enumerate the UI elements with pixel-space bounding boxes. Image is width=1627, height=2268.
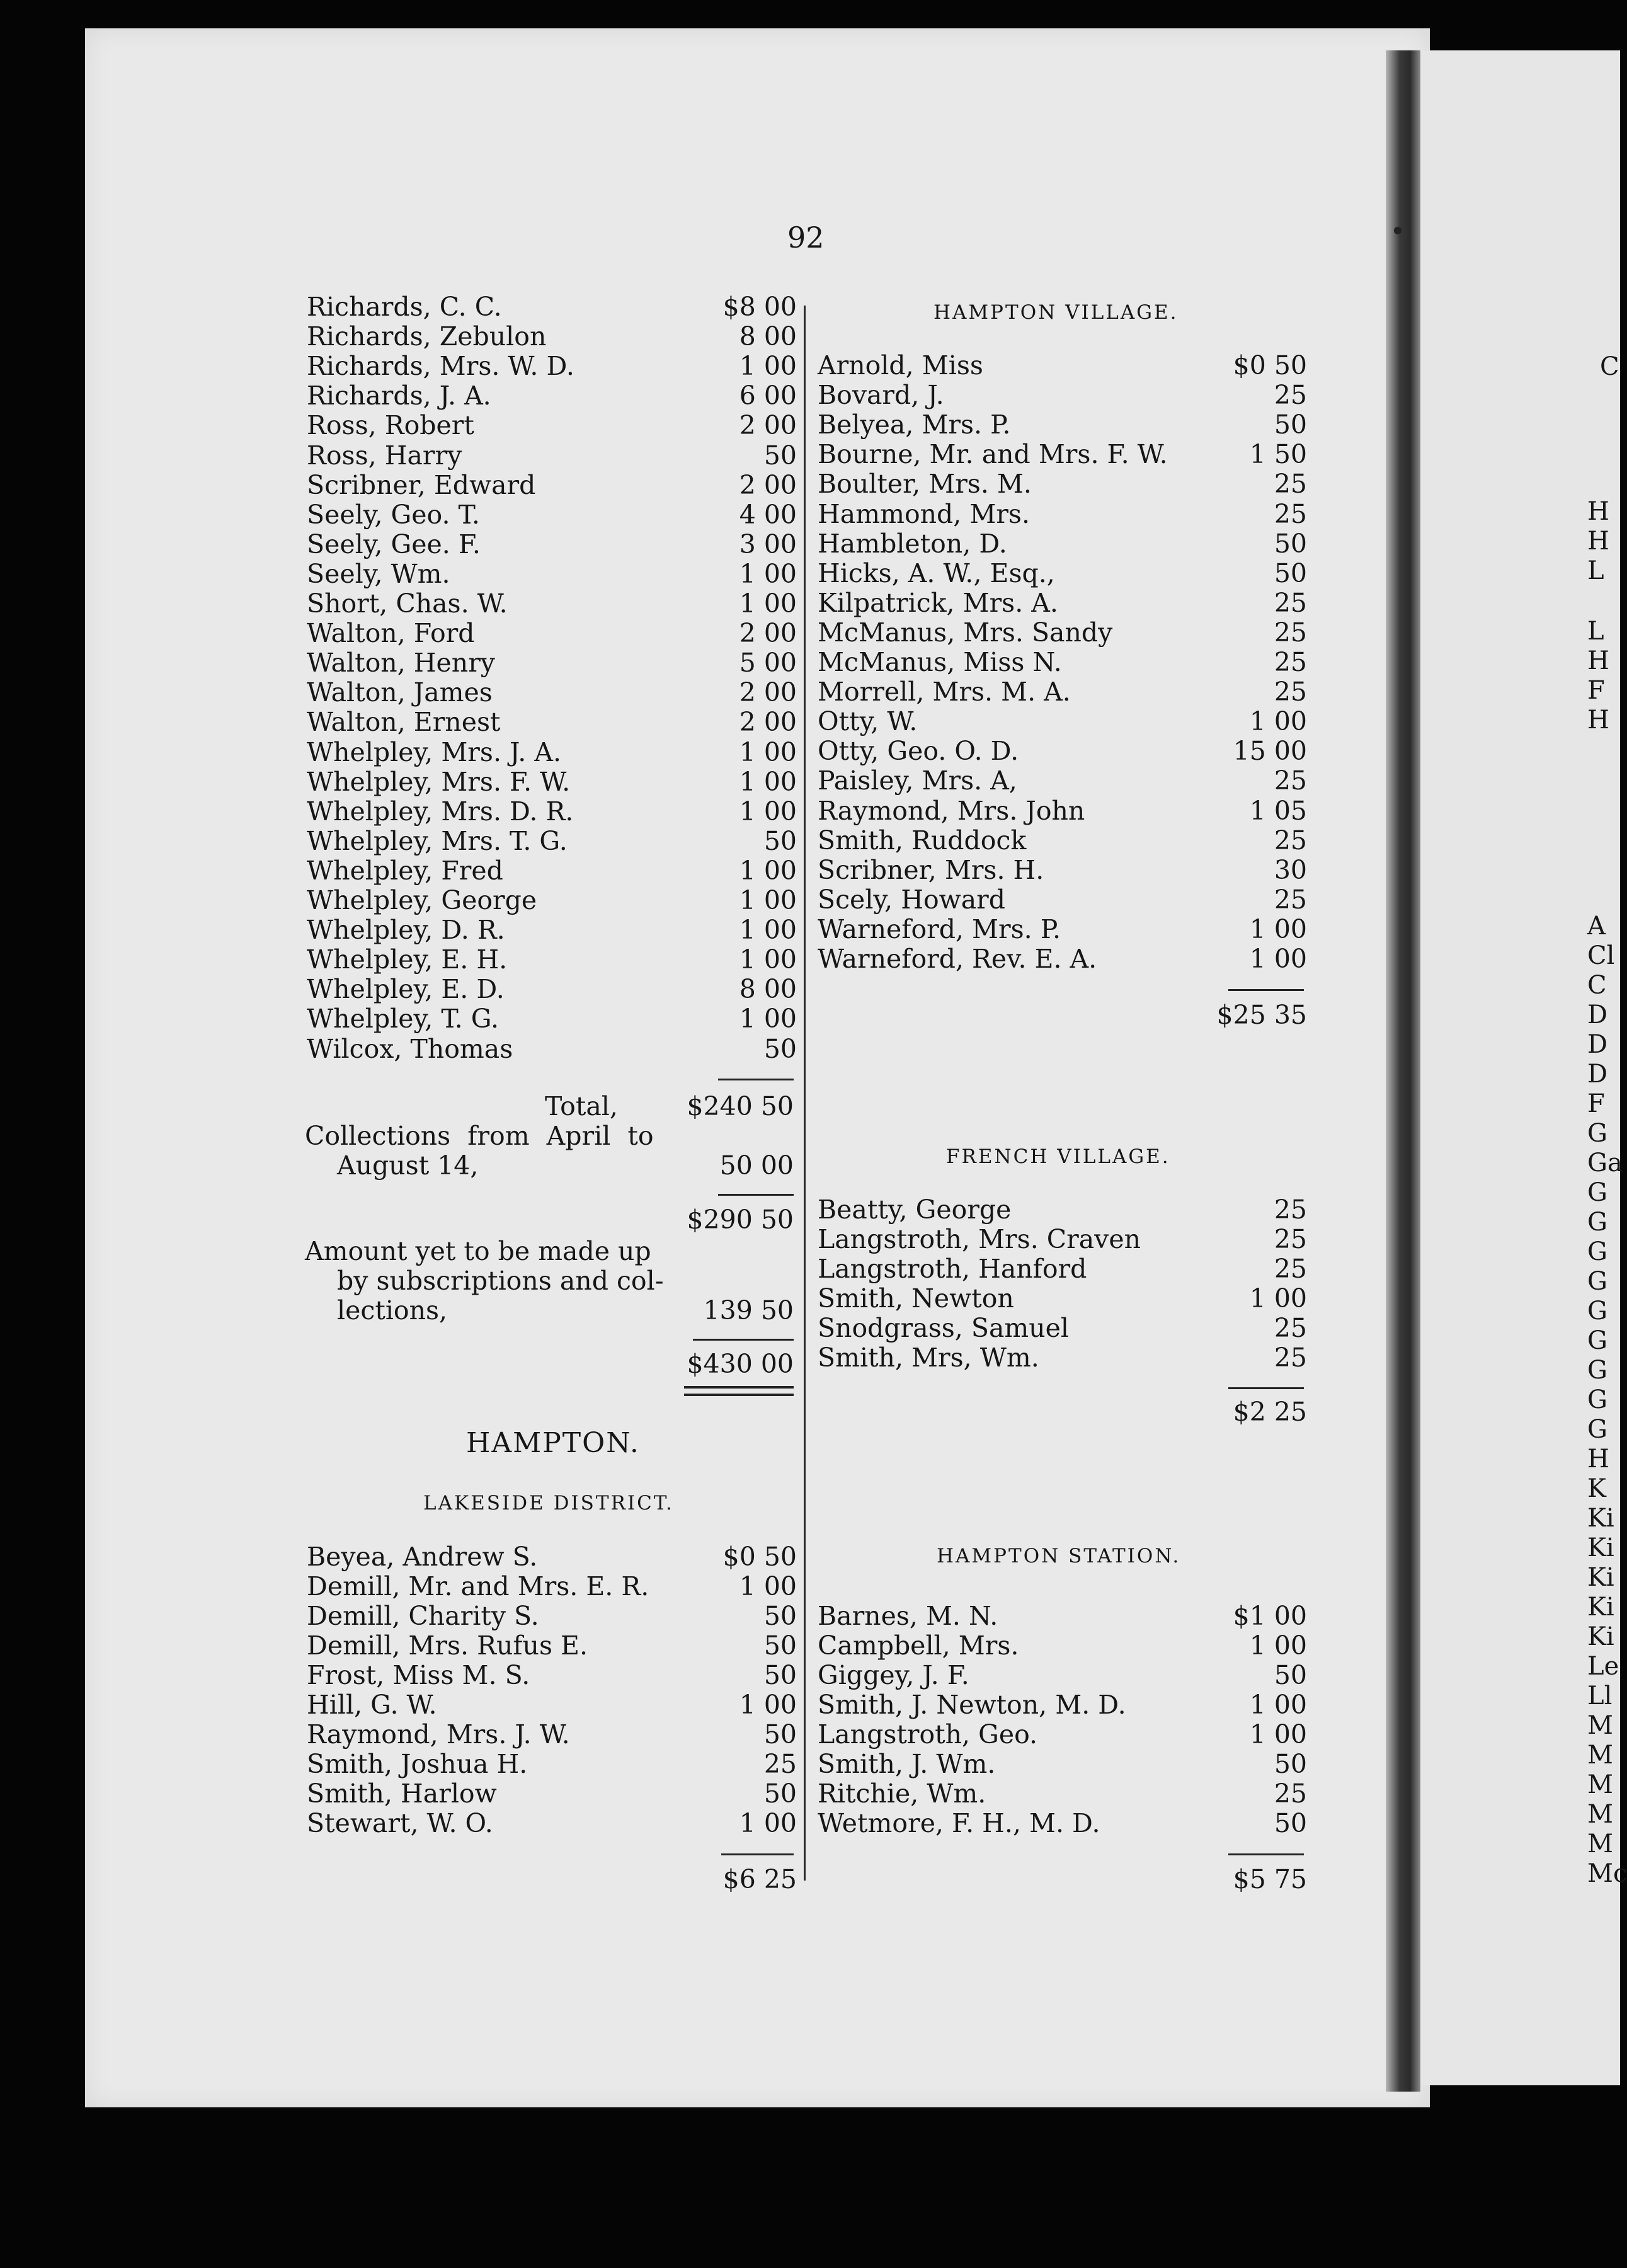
list-item <box>818 1661 1307 1690</box>
list-item <box>307 1631 797 1661</box>
donation-amount: 1 00 <box>739 1571 797 1601</box>
donor-name: Scribner, Mrs. H. <box>818 854 1044 885</box>
list-item <box>818 648 1307 677</box>
list-item <box>818 1254 1307 1284</box>
donation-amount: 1 00 <box>1249 1719 1307 1750</box>
fragment-text: D <box>1587 1000 1608 1029</box>
donor-name: McManus, Mrs. Sandy <box>818 617 1113 648</box>
donor-name: Beatty, George <box>818 1194 1012 1225</box>
fragment-text: L <box>1587 617 1604 646</box>
list-item <box>818 618 1307 648</box>
fragment-text: C <box>1587 971 1607 1000</box>
list-item <box>307 945 797 975</box>
list-item <box>307 322 797 352</box>
list-item <box>307 1720 797 1750</box>
list-item <box>307 589 797 619</box>
amount-yet-label: Amount yet to be made up <box>305 1236 651 1266</box>
fragment-text: M <box>1587 1800 1613 1829</box>
rule <box>1228 1853 1304 1855</box>
donation-amount: $0 50 <box>722 1542 797 1572</box>
list-item <box>818 1631 1307 1661</box>
list-item <box>307 1004 797 1034</box>
column-divider <box>804 306 806 1881</box>
list-item <box>307 767 797 797</box>
donation-amount: 2 00 <box>739 677 797 708</box>
donation-amount: 1 00 <box>739 351 797 382</box>
rule <box>718 1194 794 1196</box>
donation-amount: 1 00 <box>739 736 797 767</box>
fragment-text: H <box>1587 1445 1609 1474</box>
donor-name: Campbell, Mrs. <box>818 1630 1019 1661</box>
donation-amount: 50 <box>1274 1660 1307 1690</box>
fragment-text: M <box>1587 1711 1613 1740</box>
fragment-text: M <box>1587 1830 1613 1858</box>
fragment-text: G <box>1587 1208 1607 1237</box>
list-item <box>307 1601 797 1631</box>
fragment-text: H <box>1587 497 1609 526</box>
donation-amount: 8 00 <box>739 974 797 1005</box>
donor-name: Ross, Robert <box>307 410 474 441</box>
donor-name: Hammond, Mrs. <box>818 498 1030 529</box>
donor-name: Smith, Mrs, Wm. <box>818 1343 1039 1373</box>
donor-name: Seely, Geo. T. <box>307 499 480 530</box>
fragment-text: F <box>1587 676 1605 705</box>
list-item <box>307 797 797 827</box>
donor-name: Demill, Charity S. <box>307 1601 539 1631</box>
lakeside-heading: LAKESIDE DISTRICT. <box>423 1492 674 1515</box>
donation-amount: 2 00 <box>739 707 797 738</box>
list-item <box>818 529 1307 559</box>
donation-amount: 25 <box>1274 1194 1307 1225</box>
donation-amount: 5 00 <box>739 648 797 679</box>
subtotal-amount: $290 50 <box>687 1205 794 1235</box>
double-rule <box>684 1386 794 1389</box>
collections-amount: 50 00 <box>719 1150 794 1181</box>
list-item <box>818 440 1307 469</box>
donor-name: Smith, J. Newton, M. D. <box>818 1690 1126 1720</box>
fragment-text: Ki <box>1587 1533 1614 1562</box>
rule <box>721 1853 794 1855</box>
list-item <box>818 1601 1307 1631</box>
donor-name: Whelpley, Mrs. F. W. <box>307 766 571 797</box>
fragment-text: G <box>1587 1267 1607 1296</box>
list-item <box>818 1690 1307 1720</box>
list-item <box>818 381 1307 410</box>
donor-name: Wilcox, Thomas <box>307 1033 513 1064</box>
page-number: 92 <box>787 220 825 255</box>
list-item <box>818 736 1307 766</box>
amount-yet-label-3: lections, <box>337 1295 448 1326</box>
donation-amount: 25 <box>763 1749 797 1779</box>
donation-amount: 25 <box>1274 1778 1307 1809</box>
donor-name: Bourne, Mr. and Mrs. F. W. <box>818 439 1168 470</box>
donation-amount: 1 50 <box>1249 439 1307 470</box>
fragment-text: G <box>1587 1385 1607 1414</box>
amount-yet-value: 139 50 <box>703 1295 794 1326</box>
grand-total: $430 00 <box>687 1349 794 1379</box>
donation-amount: 50 <box>763 1630 797 1661</box>
list-item <box>307 1572 797 1601</box>
donation-amount: 25 <box>1274 765 1307 796</box>
donor-name: Snodgrass, Samuel <box>818 1313 1070 1343</box>
donation-amount: 15 00 <box>1233 736 1307 767</box>
fragment-text: H <box>1587 527 1609 556</box>
fragment-text: A <box>1587 912 1606 941</box>
fragment-text: G <box>1587 1356 1607 1385</box>
donor-name: Giggey, J. F. <box>818 1660 969 1690</box>
donor-name: Hambleton, D. <box>818 528 1007 559</box>
list-item <box>818 588 1307 618</box>
donor-name: Walton, Ernest <box>307 707 501 738</box>
donor-name: McManus, Miss N. <box>818 647 1062 677</box>
list-item <box>307 1542 797 1572</box>
fragment-text: H <box>1587 646 1609 675</box>
donation-amount: 50 <box>763 1778 797 1809</box>
donor-name: Smith, Harlow <box>307 1778 497 1809</box>
donation-amount: 1 00 <box>739 588 797 619</box>
donation-amount: 25 <box>1274 1343 1307 1373</box>
donor-name: Warneford, Mrs. P. <box>818 914 1061 944</box>
donor-name: Richards, Mrs. W. D. <box>307 351 574 382</box>
total-label: Total, <box>545 1091 618 1121</box>
donor-name: Ritchie, Wm. <box>818 1778 986 1809</box>
collections-label-2: August 14, <box>337 1150 479 1181</box>
list-item <box>307 1750 797 1779</box>
fragment-text: G <box>1587 1415 1607 1444</box>
list-item <box>818 915 1307 944</box>
list-item <box>818 410 1307 440</box>
list-item <box>307 915 797 945</box>
donation-amount: 1 00 <box>739 796 797 827</box>
fragment-text: Cl <box>1587 941 1615 970</box>
donation-amount: 25 <box>1274 1224 1307 1254</box>
donor-name: Langstroth, Mrs. Craven <box>818 1224 1141 1254</box>
donor-name: Langstroth, Hanford <box>818 1254 1087 1284</box>
donor-name: Stewart, W. O. <box>307 1808 493 1838</box>
donor-name: Raymond, Mrs. J. W. <box>307 1719 570 1750</box>
list-item <box>818 500 1307 529</box>
donation-amount: 1 00 <box>1249 1283 1307 1314</box>
list-item <box>818 826 1307 856</box>
donation-amount: 2 00 <box>739 618 797 649</box>
donor-name: Smith, J. Wm. <box>818 1749 996 1779</box>
donor-name: Bovard, J. <box>818 380 944 411</box>
list-item <box>818 1284 1307 1314</box>
fragment-text: Ga <box>1587 1148 1623 1177</box>
donor-name: Seely, Wm. <box>307 558 450 589</box>
list-item <box>307 1809 797 1838</box>
donor-name: Whelpley, Mrs. T. G. <box>307 825 568 856</box>
donation-amount: 1 00 <box>739 915 797 946</box>
list-item <box>818 1809 1307 1838</box>
donation-amount: 1 00 <box>739 766 797 797</box>
donation-amount: 50 <box>1274 528 1307 559</box>
list-item <box>307 471 797 500</box>
donor-name: Morrell, Mrs. M. A. <box>818 677 1071 707</box>
donor-name: Otty, W. <box>818 706 918 737</box>
fragment-text: Le <box>1587 1652 1619 1681</box>
donation-amount: 25 <box>1274 647 1307 677</box>
donation-amount: 25 <box>1274 617 1307 648</box>
donation-amount: 50 <box>763 825 797 856</box>
list-item <box>818 559 1307 588</box>
list-item <box>307 381 797 411</box>
donor-name: Warneford, Rev. E. A. <box>818 944 1097 974</box>
donation-amount: 50 <box>1274 410 1307 440</box>
list-item <box>818 707 1307 736</box>
hampton-title: HAMPTON. <box>466 1427 640 1459</box>
donor-name: Smith, Newton <box>818 1283 1014 1314</box>
amount-yet-label-2: by subscriptions and col- <box>337 1266 664 1296</box>
donation-amount: 8 00 <box>739 321 797 352</box>
fragment-text: H <box>1587 706 1609 735</box>
donation-amount: 2 00 <box>739 410 797 441</box>
fragment-text: L <box>1587 556 1604 585</box>
donation-amount: 50 <box>1274 1749 1307 1779</box>
fragment-text: K <box>1587 1474 1606 1503</box>
rule <box>718 1079 794 1080</box>
rule <box>1228 989 1304 991</box>
fragment-text: G <box>1587 1119 1607 1148</box>
donation-amount: 1 00 <box>1249 1690 1307 1720</box>
donation-amount: 1 00 <box>1249 914 1307 944</box>
donation-amount: 1 00 <box>739 1808 797 1838</box>
donor-name: Arnold, Miss <box>818 350 983 381</box>
donor-name: Short, Chas. W. <box>307 588 508 619</box>
donor-name: Kilpatrick, Mrs. A. <box>818 587 1058 618</box>
list-item <box>307 559 797 589</box>
donor-name: Walton, Henry <box>307 648 495 679</box>
donor-name: Scely, Howard <box>818 884 1006 915</box>
donor-name: Richards, Zebulon <box>307 321 547 352</box>
donation-amount: 50 <box>1274 1808 1307 1838</box>
donor-name: Scribner, Edward <box>307 469 536 500</box>
donation-amount: 25 <box>1274 380 1307 411</box>
donation-amount: 1 00 <box>1249 944 1307 974</box>
donation-amount: 25 <box>1274 587 1307 618</box>
donation-amount: 25 <box>1274 1254 1307 1284</box>
list-item <box>818 351 1307 381</box>
fragment-text: M <box>1587 1770 1613 1799</box>
fragment-text: M <box>1587 1741 1613 1770</box>
donation-amount: $1 00 <box>1233 1601 1307 1631</box>
donation-amount: 25 <box>1274 677 1307 707</box>
donor-name: Smith, Joshua H. <box>307 1749 528 1779</box>
list-item <box>307 886 797 915</box>
list-item <box>307 292 797 322</box>
rule <box>693 1339 794 1341</box>
list-item <box>818 885 1307 915</box>
donation-amount: 50 <box>763 1660 797 1690</box>
donor-name: Raymond, Mrs. John <box>818 795 1085 826</box>
fragment-text: C <box>1600 352 1619 381</box>
donor-name: Beyea, Andrew S. <box>307 1542 538 1572</box>
list-item <box>307 827 797 856</box>
donation-amount: 1 00 <box>739 855 797 886</box>
donor-name: Ross, Harry <box>307 440 462 471</box>
donor-name: Whelpley, E. D. <box>307 974 505 1005</box>
donor-name: Demill, Mr. and Mrs. E. R. <box>307 1571 649 1601</box>
donor-name: Boulter, Mrs. M. <box>818 469 1032 500</box>
donor-name: Hill, G. W. <box>307 1690 437 1720</box>
donor-name: Smith, Ruddock <box>818 825 1027 856</box>
hampton-village-total: $25 35 <box>1216 1000 1307 1030</box>
list-item <box>307 352 797 381</box>
list-item <box>307 441 797 471</box>
rule <box>1228 1387 1304 1389</box>
donation-amount: 25 <box>1274 1313 1307 1343</box>
list-item <box>818 469 1307 499</box>
donation-amount: $0 50 <box>1233 350 1307 381</box>
fragment-text: D <box>1587 1060 1608 1089</box>
donation-amount: 6 00 <box>739 381 797 411</box>
list-item <box>818 677 1307 707</box>
donation-amount: 1 05 <box>1249 795 1307 826</box>
list-item <box>818 1720 1307 1750</box>
list-item <box>818 1343 1307 1373</box>
list-item <box>307 856 797 886</box>
donor-name: Frost, Miss M. S. <box>307 1660 530 1690</box>
donor-name: Whelpley, Mrs. J. A. <box>307 736 561 767</box>
list-item <box>307 648 797 678</box>
french-village-total: $2 25 <box>1233 1397 1307 1427</box>
donor-name: Langstroth, Geo. <box>818 1719 1038 1750</box>
donor-name: Whelpley, George <box>307 885 537 915</box>
list-item <box>307 619 797 648</box>
list-item <box>307 678 797 707</box>
fragment-text: Ki <box>1587 1622 1614 1651</box>
hampton-station-heading: HAMPTON STATION. <box>937 1545 1181 1567</box>
ink-mark <box>1394 227 1402 234</box>
french-village-heading: FRENCH VILLAGE. <box>946 1145 1170 1168</box>
list-item <box>818 1750 1307 1779</box>
list-item <box>818 1195 1307 1225</box>
total-amount: $240 50 <box>687 1091 794 1121</box>
list-item <box>307 1034 797 1064</box>
donation-amount: 1 00 <box>739 885 797 915</box>
list-item <box>818 856 1307 885</box>
donation-amount: 3 00 <box>739 529 797 559</box>
list-item <box>818 1779 1307 1809</box>
donation-amount: 4 00 <box>739 499 797 530</box>
list-item <box>818 1225 1307 1254</box>
donation-amount: 1 00 <box>1249 706 1307 737</box>
double-rule <box>684 1394 794 1396</box>
fragment-text: G <box>1587 1178 1607 1207</box>
list-item <box>818 796 1307 826</box>
fragment-text: Ll <box>1587 1681 1613 1710</box>
lakeside-total: $6 25 <box>722 1864 797 1894</box>
fragment-text: F <box>1587 1089 1605 1118</box>
fragment-text: D <box>1587 1030 1608 1059</box>
donor-name: Wetmore, F. H., M. D. <box>818 1808 1100 1838</box>
donor-name: Otty, Geo. O. D. <box>818 736 1019 767</box>
list-item <box>818 1314 1307 1343</box>
donor-name: Richards, J. A. <box>307 381 491 411</box>
fragment-text: Ki <box>1587 1504 1614 1533</box>
donation-amount: 25 <box>1274 884 1307 915</box>
donation-amount: 25 <box>1274 825 1307 856</box>
donor-name: Whelpley, Fred <box>307 855 503 886</box>
donation-amount: 25 <box>1274 469 1307 500</box>
book-spine <box>1386 50 1420 2092</box>
list-item <box>307 1779 797 1809</box>
hampton-village-heading: HAMPTON VILLAGE. <box>933 301 1179 324</box>
donation-amount: 50 <box>763 1601 797 1631</box>
list-item <box>307 500 797 530</box>
hampton-station-total: $5 75 <box>1233 1864 1307 1894</box>
list-item <box>307 1690 797 1720</box>
donation-amount: 1 00 <box>739 558 797 589</box>
list-item <box>307 707 797 737</box>
donor-name: Richards, C. C. <box>307 292 502 322</box>
donation-amount: $8 00 <box>722 292 797 322</box>
fragment-text: G <box>1587 1237 1607 1266</box>
donor-name: Walton, James <box>307 677 493 708</box>
donation-amount: 1 00 <box>739 1004 797 1034</box>
donor-name: Barnes, M. N. <box>818 1601 998 1631</box>
fragment-text: Ki <box>1587 1563 1614 1592</box>
donation-amount: 50 <box>763 1719 797 1750</box>
donation-amount: 25 <box>1274 498 1307 529</box>
donor-name: Paisley, Mrs. A, <box>818 765 1017 796</box>
donation-amount: 30 <box>1274 854 1307 885</box>
list-item <box>307 530 797 559</box>
donation-amount: 2 00 <box>739 469 797 500</box>
list-item <box>818 766 1307 796</box>
list-item <box>307 738 797 767</box>
donation-amount: 50 <box>1274 558 1307 588</box>
fragment-text: Ki <box>1587 1593 1614 1622</box>
donor-name: Whelpley, Mrs. D. R. <box>307 796 574 827</box>
donor-name: Whelpley, T. G. <box>307 1004 500 1034</box>
fragment-text: G <box>1587 1326 1607 1355</box>
donor-name: Whelpley, E. H. <box>307 944 508 975</box>
fragment-text: G <box>1587 1297 1607 1326</box>
donation-amount: 50 <box>763 440 797 471</box>
donor-name: Demill, Mrs. Rufus E. <box>307 1630 588 1661</box>
list-item <box>818 944 1307 974</box>
list-item <box>307 411 797 440</box>
donor-name: Hicks, A. W., Esq., <box>818 558 1055 588</box>
donation-amount: 50 <box>763 1033 797 1064</box>
donor-name: Belyea, Mrs. P. <box>818 410 1011 440</box>
donation-amount: 1 00 <box>1249 1630 1307 1661</box>
donor-name: Seely, Gee. F. <box>307 529 481 559</box>
fragment-text: Mc <box>1587 1859 1627 1888</box>
collections-label: Collections from April to <box>305 1121 654 1151</box>
donor-name: Whelpley, D. R. <box>307 915 505 946</box>
list-item <box>307 975 797 1004</box>
donation-amount: 1 00 <box>739 1690 797 1720</box>
list-item <box>307 1661 797 1690</box>
donor-name: Walton, Ford <box>307 618 475 649</box>
donation-amount: 1 00 <box>739 944 797 975</box>
